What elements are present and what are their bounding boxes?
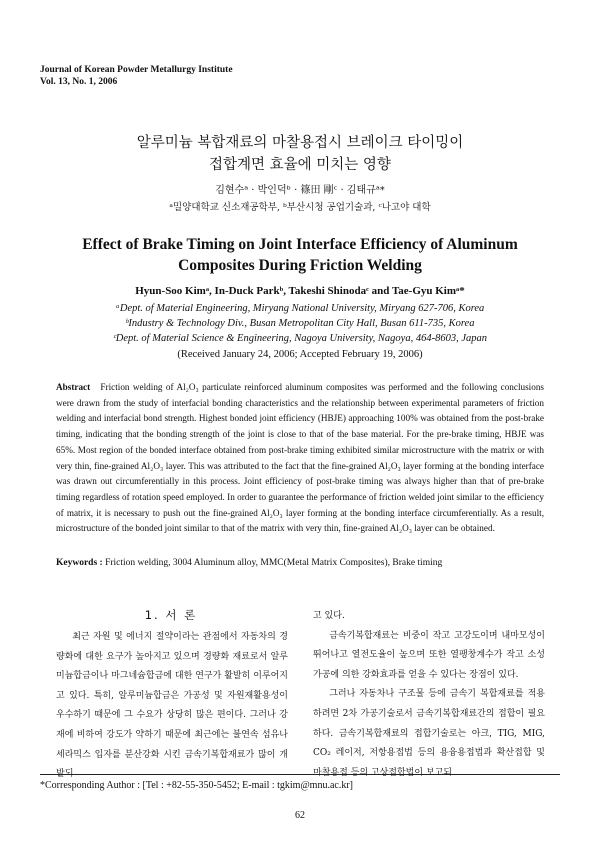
right-paragraph-2: 그러나 자동차나 구조물 등에 금속기 복합재료를 적용하려면 2차 가공기술로서 금속기복합재료간의 접합이 필요하다. 금속기복합재료의 접합기술로는 아크, TIG, MIG, CO₂ 레이저, 저항용접법 등의 용융용접법과 확산접합 및 마찰용접 등의 고상접합법이 보고되 [313,689,545,778]
footnote-divider [40,774,560,775]
journal-header [40,64,233,88]
section-heading: 1. 서 론 [144,608,198,622]
affiliation-b: ᵇIndustry & Technology Div., Busan Metropolitan City Hall, Busan 611-735, Korea [125,318,475,329]
keywords-label: Keywords : [56,558,103,568]
page-number: 62 [295,810,305,821]
right-column [313,607,545,783]
right-paragraph-1: 금속기복합재료는 비중이 작고 고강도이며 내마모성이 뛰어나고 열전도율이 높으며 또한 열팽창계수가 작고 소성가공에 의한 강화효과를 얻을 수 있다는 장점이 있다. [313,630,545,680]
corresponding-author-footnote: *Corresponding Author : [Tel : +82-55-350-5452; E-mail : tgkim@mnu.ac.kr] [40,780,353,791]
korean-title-line2: 접합계면 효율에 미치는 영향 [209,157,391,173]
abstract-text: Friction welding of Al₂O₃ particulate reinforced aluminum composites was performed and the following conclusions were drawn from the study of interfacial bonding characteristics and the relationship between experimental parameters of friction welding and interfacial bond strength. Highest bonded joint efficiency (HBJE) approaching 100% was obtained from the post-brake timing, indicating that the bonding strength of the joint is close to that of the base material. For the pre-brake timing, HBJE was 65%. Most region of the bonded interface obtained from post-brake timing exhibited similar microstructure with the matrix or with very thin, fine-grained Al₂O₃ layer. This was attributed to the fact that the fine-grained Al₂O₃ layer forming at the bonding interface was drawn out circumferentially in this process. Joint efficiency of post-brake timing was always higher than that of pre-brake timing regardless of rotation speed employed. In order to guarantee the performance of friction welded joint similar to the efficiency of matrix, it is necessary to push out the fine-grained Al₂O₃ layer forming at the bonding interface circumferentially. As a result, microstructure of the bonded joint similar to that of the matrix with very thin, fine-grained Al₂O₃ layer can be obtained. [56,382,545,534]
right-paragraph-0: 고 있다. [313,611,345,621]
affiliation-c: ᶜDept. of Material Science & Engineering, Nagoya University, Nagoya, 464-8603, Japan [113,333,487,344]
korean-affiliation: ᵃ밀양대학교 신소재공학부, ᵇ부산시청 공업기술과, ᶜ나고야 대학 [169,202,431,213]
korean-title-line1: 알루미늄 복합재료의 마찰용접시 브레이크 타이밍이 [136,135,464,151]
keywords [56,558,544,568]
abstract [56,380,544,537]
korean-title [0,132,600,176]
english-title [30,234,570,276]
left-paragraph-1: 최근 자원 및 에너지 절약이라는 관점에서 자동차의 경량화에 대한 요구가 높아지고 있으며 경량화 재료로서 알루미늄합금이나 마그네슘합금에 대한 연구가 활발히 이루어지고 있다. 특히, 알루미늄합금은 가공성 및 자원재활용성이 우수하기 때문에 그 수요가 상당히 많은 편이다. 그러나 강재에 비하여 강도가 약하기 때문에 최근에는 불연속 섬유나 세라믹스 입자를 분산강화 시킨 금속기복합재료가 많이 개발되 [56,632,288,780]
english-authors: Hyun-Soo Kimᵃ, In-Duck Parkᵇ, Takeshi Shinodaᶜ and Tae-Gyu Kimᵃ* [135,285,465,297]
affiliation-a: ᵃDept. of Material Engineering, Miryang National University, Miryang 627-706, Korea [115,303,485,314]
received-dates: (Received January 24, 2006; Accepted February 19, 2006) [177,349,423,360]
english-title-line1: Effect of Brake Timing on Joint Interface Efficiency of Aluminum [82,236,518,253]
journal-volume: Vol. 13, No. 1, 2006 [40,77,118,87]
journal-name: Journal of Korean Powder Metallurgy Institute [40,65,233,75]
keywords-text: Friction welding, 3004 Aluminum alloy, MMC(Metal Matrix Composites), Brake timing [105,558,443,568]
korean-authors: 김현수ᵃ · 박인덕ᵇ · 篠田 剛ᶜ · 김태규ᵃ* [215,185,385,196]
abstract-label: Abstract [56,382,91,392]
left-column [56,628,288,785]
english-title-line2: Composites During Friction Welding [178,257,422,274]
